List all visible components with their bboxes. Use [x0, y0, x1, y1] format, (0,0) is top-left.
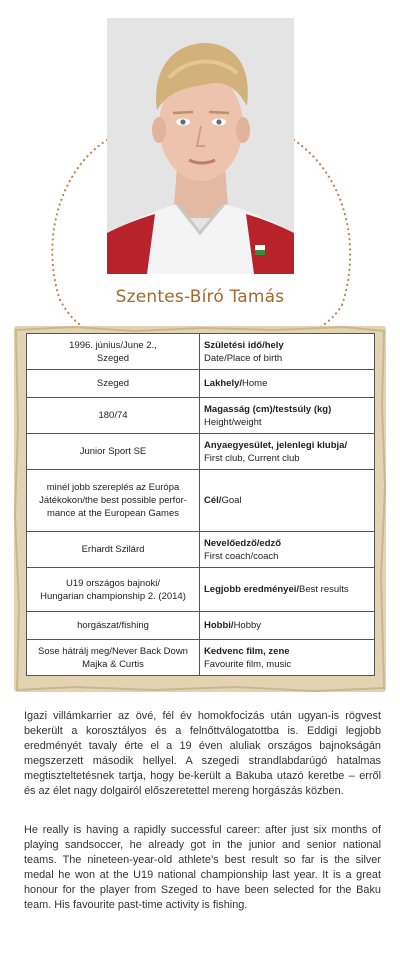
- info-label-hungarian: Hobbi/: [204, 620, 234, 631]
- info-label-hungarian: Legjobb eredményei/: [204, 584, 300, 595]
- info-label-english: Height/weight: [204, 416, 262, 428]
- athlete-photo: [107, 18, 294, 274]
- athlete-name: Szentes-Bíró Tamás: [115, 287, 285, 307]
- info-value: [27, 640, 200, 676]
- info-value: [27, 334, 200, 370]
- info-row: [27, 612, 375, 640]
- info-label-hungarian: Születési idő/hely: [204, 339, 284, 351]
- info-value: [27, 434, 200, 470]
- info-value-line: Junior Sport SE: [79, 446, 147, 457]
- info-row: [27, 434, 375, 470]
- info-label: [200, 434, 375, 470]
- info-value-line: U19 országos bajnoki/: [66, 577, 160, 589]
- info-label: [200, 532, 375, 568]
- info-label-hungarian: Lakhely/: [204, 378, 243, 389]
- info-value-line: Majka & Curtis: [82, 658, 144, 670]
- info-label-english: Hobby: [233, 620, 262, 631]
- info-value-line: Hungarian championship 2. (2014): [40, 590, 186, 602]
- info-value-line: Játékokon/the best possible perfor-: [39, 495, 187, 506]
- info-value-line: mance at the European Games: [46, 508, 180, 519]
- info-value: [27, 470, 200, 532]
- info-label: [200, 470, 375, 532]
- info-label-hungarian: Kedvenc film, zene: [204, 645, 290, 657]
- info-label-english: First club, Current club: [204, 452, 300, 464]
- info-label-hungarian: Nevelőedző/edző: [204, 537, 282, 549]
- info-row: [27, 470, 375, 532]
- info-label-english: Goal: [221, 495, 242, 506]
- biography-hungarian: Igazi villámkarrier az övé, fél év homokfocizás után ugyan-is rögvest bekerült a korosztályos és a felnőttválogatottba is. Eddigi legjobb eredményét tavaly érte el a 19 éven aluliak országos bajnokságán megszerzett második hellyel. A szegedi strandlabdarúgó hatalmas megtiszteltetésnek tartja, hogy be-került a Bakuba utazó keretbe – erről és az élet nagy dolgairól előszeretettel mereng horgászás közben.: [24, 710, 381, 797]
- info-value-line: Szeged: [96, 378, 130, 389]
- info-value: [27, 612, 200, 640]
- info-label-hungarian: Anyaegyesület, jelenlegi klubja/: [204, 439, 348, 451]
- info-row: [27, 568, 375, 612]
- info-label: [200, 640, 375, 676]
- info-value-line: horgászat/fishing: [77, 620, 149, 631]
- info-value-line: 1996. június/June 2.,: [69, 339, 157, 351]
- biography-english: He really is having a rapidly successful career: after just six months of playing sandsoccer, he already got in the junior and senior national teams. The nineteen-year-old athlete’s best result so far is the silver medal he won at the U19 national championship last year. It is a great honour for the player from Szeged to have been selected for the Baku team. His favourite past-time activity is fishing.: [24, 824, 381, 911]
- info-label-hungarian: Cél/: [204, 495, 222, 506]
- info-value-line: Sose hátrálj meg/Never Back Down: [38, 645, 188, 657]
- info-value: [27, 370, 200, 398]
- info-label-english: First coach/coach: [204, 550, 279, 562]
- info-label-english: Best results: [299, 584, 349, 595]
- info-label-english: Date/Place of birth: [204, 352, 283, 364]
- athlete-info-table: [26, 333, 375, 676]
- info-row: [27, 370, 375, 398]
- info-label-english: Home: [242, 378, 268, 389]
- info-value-line: Erhardt Szilárd: [81, 544, 145, 555]
- info-label: [200, 398, 375, 434]
- info-value: [27, 398, 200, 434]
- info-label: [200, 612, 375, 640]
- info-value-line: Szeged: [96, 352, 130, 364]
- info-row: [27, 532, 375, 568]
- info-value: [27, 532, 200, 568]
- info-row: [27, 398, 375, 434]
- info-value-line: minél jobb szereplés az Európa: [46, 482, 180, 493]
- info-row: [27, 334, 375, 370]
- info-value-line: 180/74: [98, 410, 128, 421]
- info-value: [27, 568, 200, 612]
- info-label: [200, 370, 375, 398]
- info-label-english: Favourite film, music: [204, 658, 292, 670]
- info-label-hungarian: Magasság (cm)/testsúly (kg): [204, 403, 332, 415]
- info-label: [200, 334, 375, 370]
- info-row: [27, 640, 375, 676]
- info-label: [200, 568, 375, 612]
